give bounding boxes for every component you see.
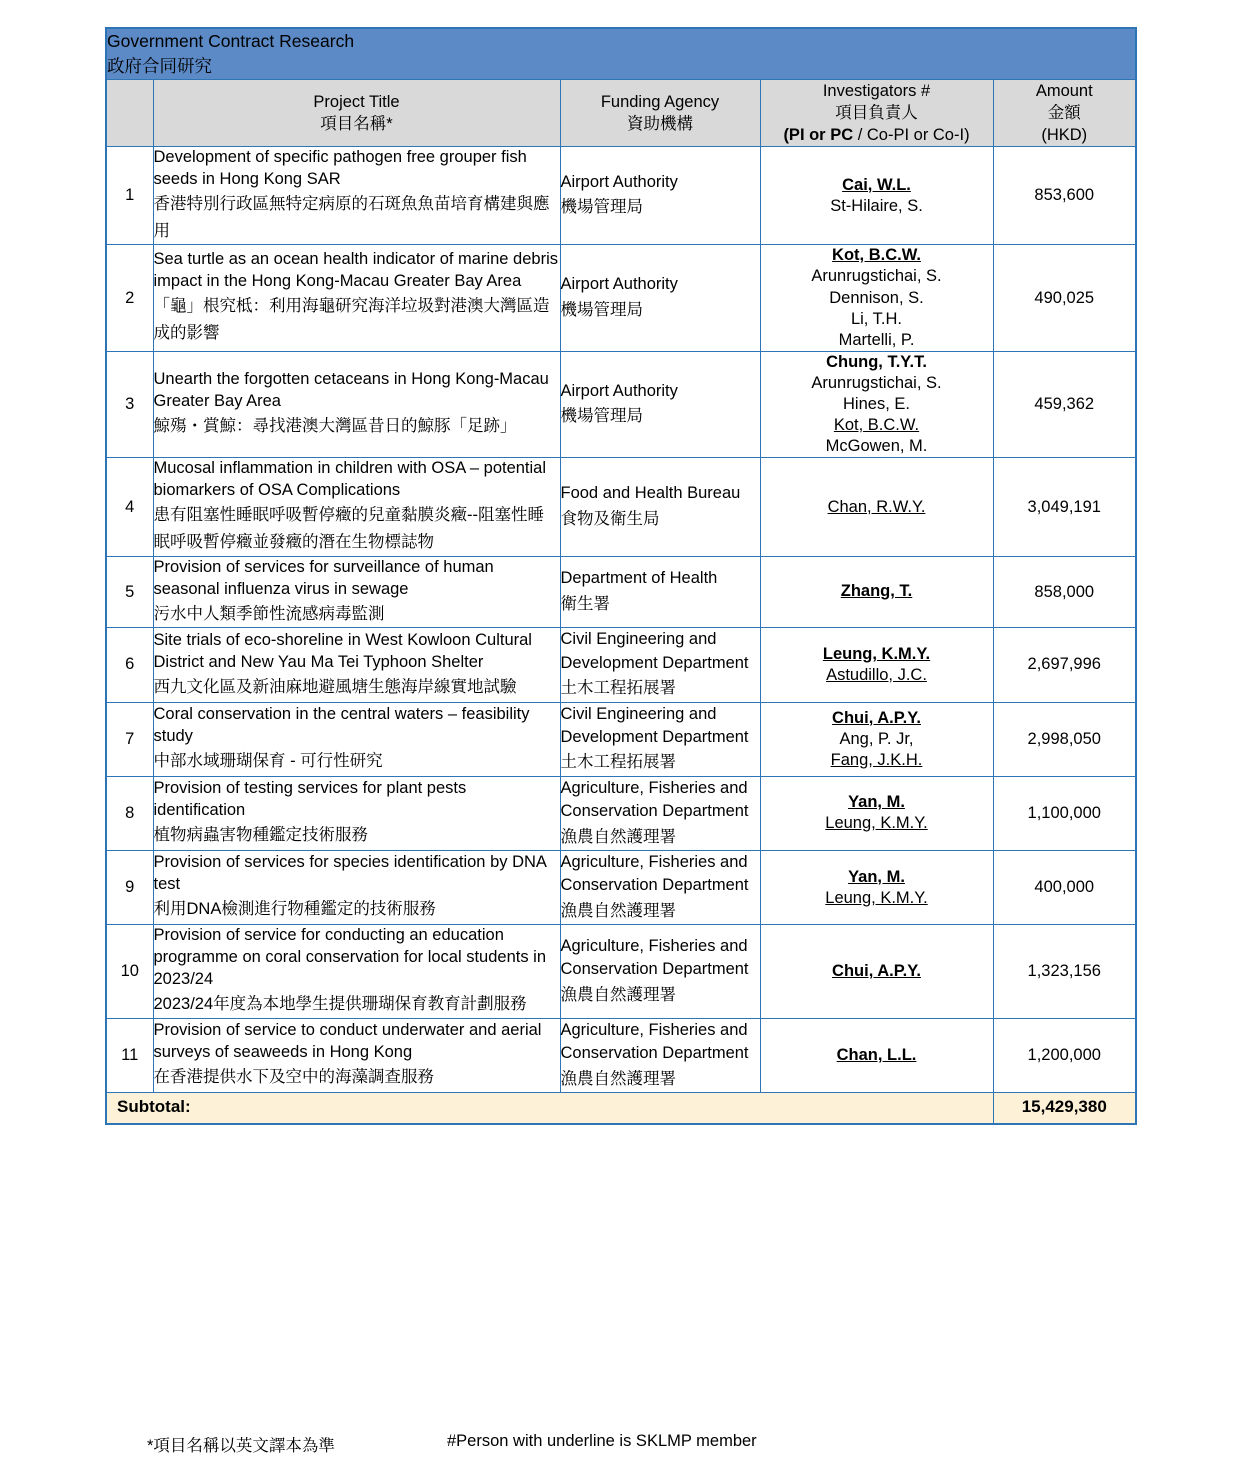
funding-agency-cell — [560, 1018, 760, 1092]
funding-agency-zh: 衛生署 — [560, 594, 610, 613]
project-title-zh: 西九文化區及新油麻地避風塘生態海岸線實地試驗 — [153, 677, 517, 696]
column-header-amount-zh: 金額 — [1047, 103, 1081, 122]
funding-agency-cell — [560, 776, 760, 850]
subtotal-amount: 15,429,380 — [993, 1093, 1136, 1125]
table-row — [106, 556, 1136, 628]
project-title-cell — [153, 351, 560, 458]
amount-cell: 1,100,000 — [993, 776, 1136, 850]
project-title-en: Development of specific pathogen free grouper fish seeds in Hong Kong SAR — [153, 148, 527, 188]
project-title-en: Unearth the forgotten cetaceans in Hong Kong-Macau Greater Bay Area — [153, 370, 549, 411]
row-number: 9 — [106, 851, 153, 925]
project-title-zh: 在香港提供水下及空中的海藻調查服務 — [153, 1067, 434, 1086]
table-title-band — [106, 28, 1136, 79]
project-title-en: Provision of testing services for plant pests identification — [153, 779, 467, 820]
amount-cell: 858,000 — [993, 556, 1136, 628]
table-title-band-row — [106, 28, 1136, 79]
table-row — [106, 245, 1136, 352]
project-title-cell — [153, 147, 560, 245]
amount-cell: 459,362 — [993, 351, 1136, 458]
project-title-zh: 2023/24年度為本地學生提供珊瑚保育教育計劃服務 — [153, 995, 527, 1014]
row-number: 4 — [106, 458, 153, 556]
column-header-project-title-en: Project Title — [313, 92, 400, 111]
table-row — [106, 851, 1136, 925]
amount-cell: 490,025 — [993, 245, 1136, 352]
funding-agency-zh: 土木工程拓展署 — [560, 753, 676, 772]
row-number: 8 — [106, 776, 153, 850]
investigator-name-sklmp: Chui, A.P.Y. — [832, 708, 921, 727]
amount-cell: 3,049,191 — [993, 458, 1136, 556]
row-number: 2 — [106, 245, 153, 352]
project-title-en: Site trials of eco-shoreline in West Kowloon Cultural District and New Yau Ma Tei Typhoon Shelter — [153, 630, 532, 671]
table-row — [106, 628, 1136, 702]
investigators-note-rest: / Co-PI or Co-I) — [853, 125, 970, 144]
funding-agency-cell — [560, 925, 760, 1019]
investigator-name: Chung, T.Y.T. — [826, 352, 927, 371]
project-title-cell — [153, 628, 560, 702]
column-header-amount-unit: (HKD) — [1041, 125, 1088, 144]
investigator-name-sklmp: Chan, L.L. — [836, 1045, 917, 1064]
funding-agency-en: Civil Engineering and Development Department — [560, 704, 749, 746]
table-row — [106, 1018, 1136, 1092]
project-title-cell — [153, 245, 560, 352]
funding-agency-zh: 漁農自然護理署 — [560, 827, 676, 846]
funding-agency-en: Food and Health Bureau — [560, 484, 741, 503]
investigator-name-sklmp: Yan, M. — [848, 793, 905, 812]
investigator-name: Li, T.H. — [850, 309, 903, 328]
row-number: 10 — [106, 925, 153, 1019]
column-header-funding-agency-zh: 資助機構 — [627, 114, 693, 133]
row-number: 7 — [106, 702, 153, 776]
project-title-cell — [153, 1018, 560, 1092]
funding-agency-zh: 漁農自然護理署 — [560, 985, 676, 1004]
column-header-amount-en: Amount — [1035, 81, 1093, 100]
project-title-cell — [153, 556, 560, 628]
row-number: 3 — [106, 351, 153, 458]
investigators-cell — [760, 628, 993, 702]
project-title-en: Provision of service for conducting an education programme on coral conservation for local students in 2023/24 — [153, 926, 547, 989]
table-row — [106, 776, 1136, 850]
investigator-name: Ang, P. Jr, — [839, 729, 914, 748]
footnotes — [105, 1432, 1135, 1456]
column-header-project-title — [153, 79, 560, 146]
investigators-cell — [760, 925, 993, 1019]
project-title-zh: 污水中人類季節性流感病毒監測 — [153, 604, 385, 623]
column-header-amount — [993, 79, 1136, 146]
table-row — [106, 147, 1136, 245]
funding-agency-en: Agriculture, Fisheries and Conservation Department — [560, 936, 749, 979]
project-title-en: Sea turtle as an ocean health indicator of marine debris impact in the Hong Kong-Macau Greater Bay Area — [153, 250, 558, 291]
funding-agency-cell — [560, 147, 760, 245]
column-header-funding-agency-en: Funding Agency — [600, 92, 720, 111]
funding-agency-zh: 機場管理局 — [560, 300, 643, 319]
column-header-investigators — [760, 79, 993, 146]
investigators-cell — [760, 1018, 993, 1092]
funding-agency-en: Agriculture, Fisheries and Conservation Department — [560, 1020, 749, 1063]
investigator-name: Hines, E. — [843, 395, 910, 414]
project-title-en: Provision of services for species identification by DNA test — [153, 853, 547, 894]
column-header-investigators-en: Investigators # — [822, 81, 931, 100]
funding-agency-zh: 機場管理局 — [560, 198, 643, 217]
column-header-number — [106, 79, 153, 146]
investigators-cell — [760, 702, 993, 776]
project-title-zh: 「龜」根究柢：利用海龜研究海洋垃圾對港澳大灣區造成的影響 — [153, 297, 550, 343]
subtotal-label: Subtotal: — [106, 1093, 993, 1125]
investigator-name-sklmp: Chui, A.P.Y. — [832, 961, 921, 980]
row-number: 1 — [106, 147, 153, 245]
investigators-note-bold: (PI or PC — [783, 125, 854, 144]
footnote-sklmp-note: #Person with underline is SKLMP member — [447, 1432, 757, 1450]
investigators-cell — [760, 147, 993, 245]
amount-cell: 1,200,000 — [993, 1018, 1136, 1092]
column-header-project-title-zh: 項目名稱* — [320, 114, 393, 133]
table-row — [106, 925, 1136, 1019]
funding-agency-en: Airport Authority — [560, 381, 678, 400]
project-title-en: Coral conservation in the central waters – feasibility study — [153, 704, 530, 745]
investigator-name-sklmp: Fang, J.K.H. — [830, 750, 923, 769]
table-title-zh: 政府合同研究 — [107, 55, 212, 76]
project-title-cell — [153, 851, 560, 925]
column-header-investigators-zh: 項目負責人 — [835, 103, 918, 122]
funding-agency-zh: 食物及衛生局 — [560, 509, 660, 528]
row-number: 11 — [106, 1018, 153, 1092]
funding-agency-cell — [560, 245, 760, 352]
investigators-cell — [760, 245, 993, 352]
investigators-cell — [760, 351, 993, 458]
investigators-cell — [760, 556, 993, 628]
investigator-name: McGowen, M. — [825, 437, 928, 456]
funding-agency-en: Airport Authority — [560, 172, 678, 191]
funding-agency-en: Agriculture, Fisheries and Conservation Department — [560, 853, 749, 895]
investigator-name: Dennison, S. — [829, 288, 924, 307]
funding-agency-en: Airport Authority — [560, 275, 678, 294]
project-title-zh: 中部水域珊瑚保育 - 可行性研究 — [153, 751, 383, 770]
investigator-name-sklmp: Yan, M. — [848, 867, 905, 886]
amount-cell: 853,600 — [993, 147, 1136, 245]
column-header-row — [106, 79, 1136, 146]
project-title-zh: 植物病蟲害物種鑑定技術服務 — [153, 825, 368, 844]
investigator-name-sklmp: Zhang, T. — [840, 582, 913, 601]
project-title-en: Provision of services for surveillance of human seasonal influenza virus in sewage — [153, 557, 494, 598]
funding-agency-cell — [560, 851, 760, 925]
project-title-cell — [153, 702, 560, 776]
project-title-en: Provision of service to conduct underwater and aerial surveys of seaweeds in Hong Kong — [153, 1021, 542, 1062]
funding-agency-cell — [560, 351, 760, 458]
investigator-name: Arunrugstichai, S. — [811, 267, 942, 286]
project-title-cell — [153, 458, 560, 556]
funding-agency-cell — [560, 556, 760, 628]
table-title-en: Government Contract Research — [107, 31, 355, 51]
funding-agency-zh: 漁農自然護理署 — [560, 901, 676, 920]
project-title-zh: 香港特別行政區無特定病原的石斑魚魚苗培育構建與應用 — [153, 194, 550, 240]
investigator-name-sklmp: Kot, B.C.W. — [833, 416, 920, 435]
amount-cell: 2,697,996 — [993, 628, 1136, 702]
funding-agency-en: Agriculture, Fisheries and Conservation Department — [560, 778, 749, 821]
column-header-funding-agency — [560, 79, 760, 146]
investigator-name-sklmp: Cai, W.L. — [842, 175, 911, 194]
funding-agency-cell — [560, 628, 760, 702]
grant-table-container — [105, 27, 1135, 1125]
amount-cell: 1,323,156 — [993, 925, 1136, 1019]
subtotal-row — [106, 1093, 1136, 1125]
project-title-zh: 鯨殤・賞鯨：尋找港澳大灣區昔日的鯨豚「足跡」 — [153, 417, 517, 436]
investigator-name: Arunrugstichai, S. — [811, 373, 942, 392]
project-title-cell — [153, 925, 560, 1019]
funding-agency-cell — [560, 458, 760, 556]
investigators-cell — [760, 458, 993, 556]
investigator-name-sklmp: Kot, B.C.W. — [832, 246, 921, 265]
table-body — [106, 28, 1136, 1124]
table-row — [106, 458, 1136, 556]
row-number: 6 — [106, 628, 153, 702]
investigator-name-sklmp: Leung, K.M.Y. — [822, 644, 931, 663]
table-row — [106, 702, 1136, 776]
project-title-en: Mucosal inflammation in children with OSA – potential biomarkers of OSA Complications — [153, 459, 547, 500]
funding-agency-en: Department of Health — [560, 569, 718, 588]
funding-agency-zh: 漁農自然護理署 — [560, 1069, 676, 1088]
government-contract-research-table — [105, 27, 1137, 1125]
investigators-cell — [760, 851, 993, 925]
investigators-cell — [760, 776, 993, 850]
funding-agency-zh: 機場管理局 — [560, 407, 643, 426]
table-row — [106, 351, 1136, 458]
project-title-cell — [153, 776, 560, 850]
row-number: 5 — [106, 556, 153, 628]
project-title-zh: 利用DNA檢測進行物種鑑定的技術服務 — [153, 900, 436, 919]
amount-cell: 400,000 — [993, 851, 1136, 925]
investigator-name-sklmp: Chan, R.W.Y. — [827, 497, 926, 516]
investigator-name: Martelli, P. — [838, 330, 915, 349]
project-title-zh: 患有阻塞性睡眠呼吸暫停癥的兒童黏膜炎癥--阻塞性睡眠呼吸暫停癥並發癥的潛在生物標誌物 — [153, 506, 544, 552]
footnote-project-title-note: *項目名稱以英文譯本為準 — [147, 1437, 335, 1455]
funding-agency-cell — [560, 702, 760, 776]
column-header-investigators-note — [761, 124, 993, 146]
investigator-name-sklmp: Leung, K.M.Y. — [825, 814, 928, 833]
investigator-name-sklmp: Leung, K.M.Y. — [825, 888, 928, 907]
amount-cell: 2,998,050 — [993, 702, 1136, 776]
funding-agency-en: Civil Engineering and Development Department — [560, 630, 749, 672]
investigator-name-sklmp: Astudillo, J.C. — [826, 665, 927, 684]
investigator-name: St-Hilaire, S. — [830, 196, 923, 215]
funding-agency-zh: 土木工程拓展署 — [560, 679, 676, 698]
